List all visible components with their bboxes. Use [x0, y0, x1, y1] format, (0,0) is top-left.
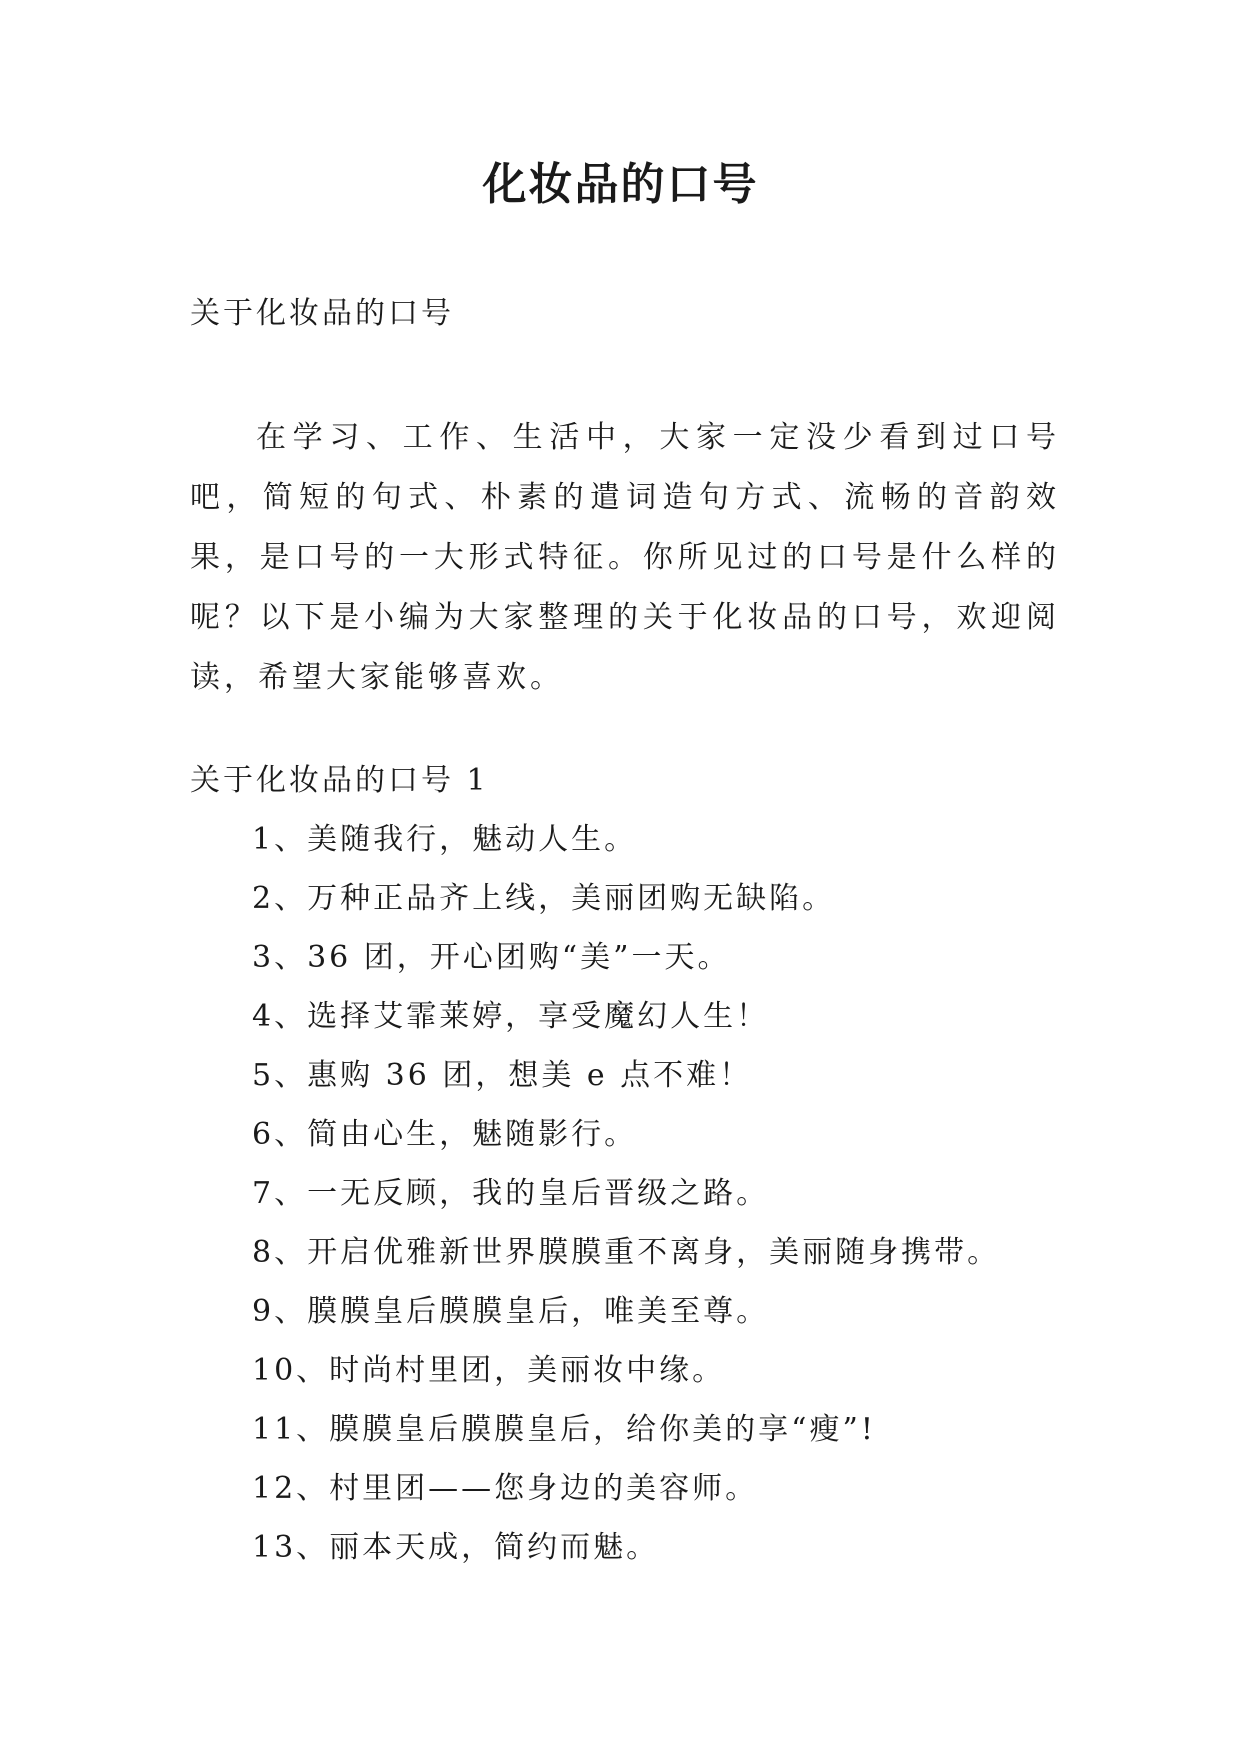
- slogan-item: 5、惠购 36 团，想美 e 点不难！: [252, 1058, 753, 1093]
- slogan-item: 7、一无反顾，我的皇后晋级之路。: [252, 1176, 770, 1211]
- section-heading: 关于化妆品的口号 1: [190, 763, 489, 798]
- slogan-item: 13、丽本天成，简约而魅。: [252, 1530, 660, 1565]
- slogan-item: 1、美随我行，魅动人生。: [252, 822, 638, 857]
- document-title: 化妆品的口号: [482, 159, 759, 210]
- slogan-list: [252, 818, 1000, 1585]
- slogan-item: 11、膜膜皇后膜膜皇后，给你美的享“瘦”!: [252, 1412, 876, 1447]
- document-subtitle: 关于化妆品的口号: [190, 296, 454, 331]
- slogan-item: 8、开启优雅新世界膜膜重不离身，美丽随身携带。: [252, 1235, 1001, 1270]
- intro-paragraph: 在学习、工作、生活中，大家一定没少看到过口号吧，简短的句式、朴素的遣词造句方式、流畅的音韵效果，是口号的一大形式特征。你所见过的口号是什么样的呢？以下是小编为大家整理的关于化妆品的口号，欢迎阅读，希望大家能够喜欢。: [190, 420, 1060, 695]
- slogan-item: 9、膜膜皇后膜膜皇后，唯美至尊。: [252, 1294, 770, 1329]
- slogan-item: 6、简由心生，魅随影行。: [252, 1117, 638, 1152]
- slogan-item: 3、36 团，开心团购“美”一天。: [252, 940, 731, 975]
- slogan-item: 10、时尚村里团，美丽妆中缘。: [252, 1353, 726, 1388]
- slogan-item: 2、万种正品齐上线，美丽团购无缺陷。: [252, 881, 836, 916]
- slogan-item: 12、村里团——您身边的美容师。: [252, 1471, 759, 1506]
- slogan-item: 4、选择艾霏莱婷，享受魔幻人生！: [252, 999, 770, 1034]
